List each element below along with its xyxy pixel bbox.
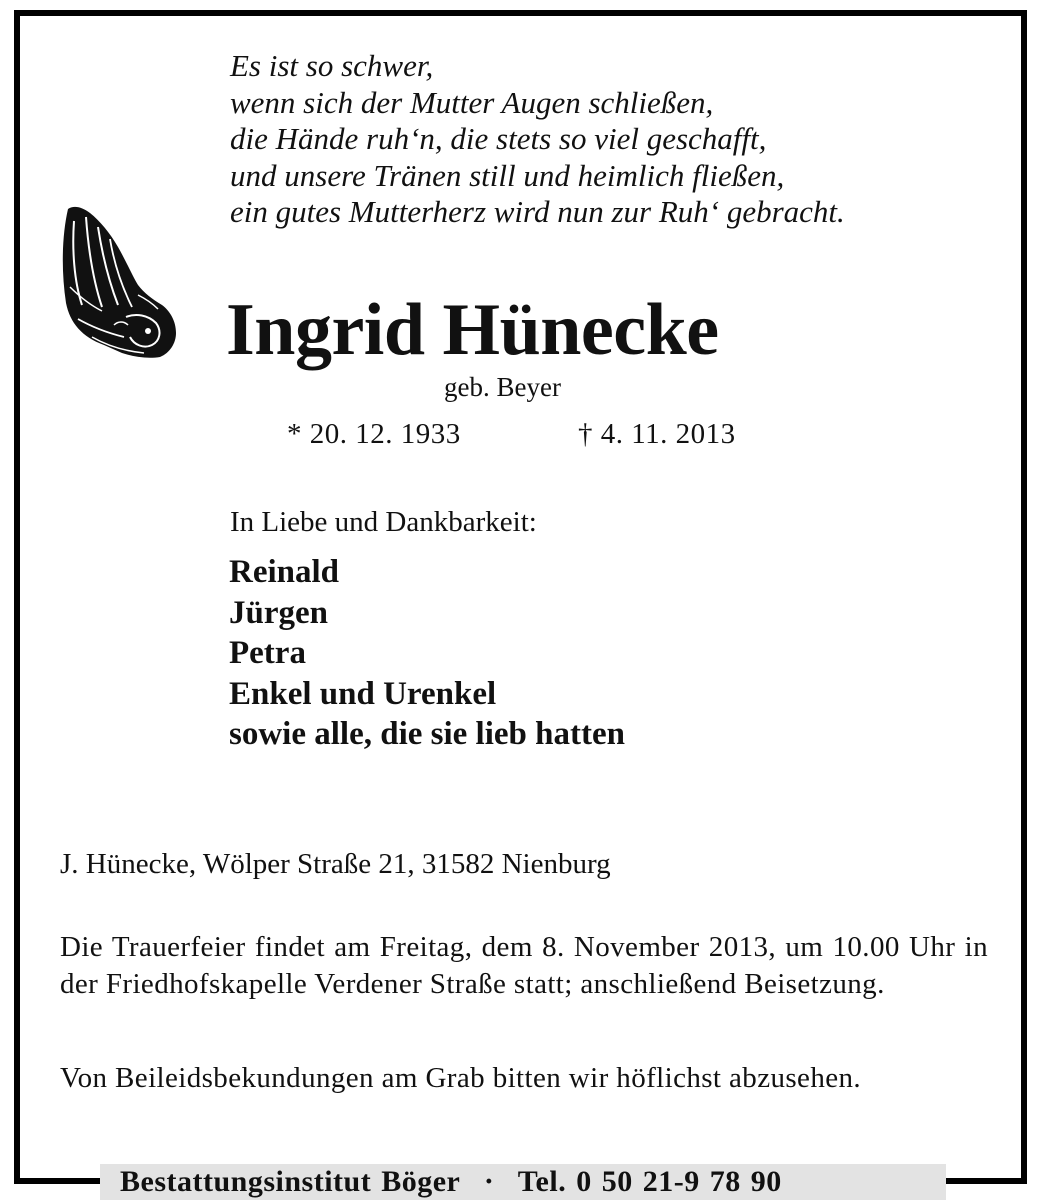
poem: [230, 48, 1010, 231]
mourner-name: Petra: [229, 635, 306, 671]
funeral-home-footer: [100, 1164, 946, 1200]
mourners-intro: In Liebe und Dankbarkeit:: [230, 506, 537, 538]
poem-line: und unsere Tränen still und heimlich fließen,: [230, 157, 785, 193]
poem-line: wenn sich der Mutter Augen schließen,: [230, 84, 714, 120]
poem-line: Es ist so schwer,: [230, 48, 434, 83]
mourner-name: sowie alle, die sie lieb hatten: [229, 716, 625, 752]
funeral-service-paragraph: Die Trauerfeier findet am Freitag, dem 8. November 2013, um 10.00 Uhr in der Friedhofskapelle Verdener Straße statt; anschließend Beisetzung.: [60, 931, 988, 1000]
poem-line: die Hände ruh‘n, die stets so viel geschafft,: [230, 121, 767, 156]
mourners-list: [229, 552, 625, 755]
poem-line: ein gutes Mutterherz wird nun zur Ruh‘ gebracht.: [230, 194, 845, 229]
deceased-name: Ingrid Hünecke: [226, 289, 719, 371]
death-date: † 4. 11. 2013: [578, 418, 736, 450]
funeral-home-name: Bestattungsinstitut Böger: [120, 1165, 460, 1198]
birth-name: geb. Beyer: [444, 372, 561, 402]
footer-separator: ·: [483, 1165, 495, 1198]
mourner-name: Reinald: [229, 554, 340, 590]
birth-date: * 20. 12. 1933: [287, 418, 461, 450]
mourner-name: Jürgen: [229, 594, 328, 631]
family-address: J. Hünecke, Wölper Straße 21, 31582 Nienburg: [60, 848, 611, 880]
mourner-name: Enkel und Urenkel: [229, 675, 497, 712]
condolence-request-paragraph: Von Beileidsbekundungen am Grab bitten wir höflichst abzusehen.: [60, 1062, 862, 1094]
funeral-home-phone: Tel. 0 50 21-9 78 90: [517, 1165, 782, 1198]
praying-hands-icon: [52, 195, 178, 365]
